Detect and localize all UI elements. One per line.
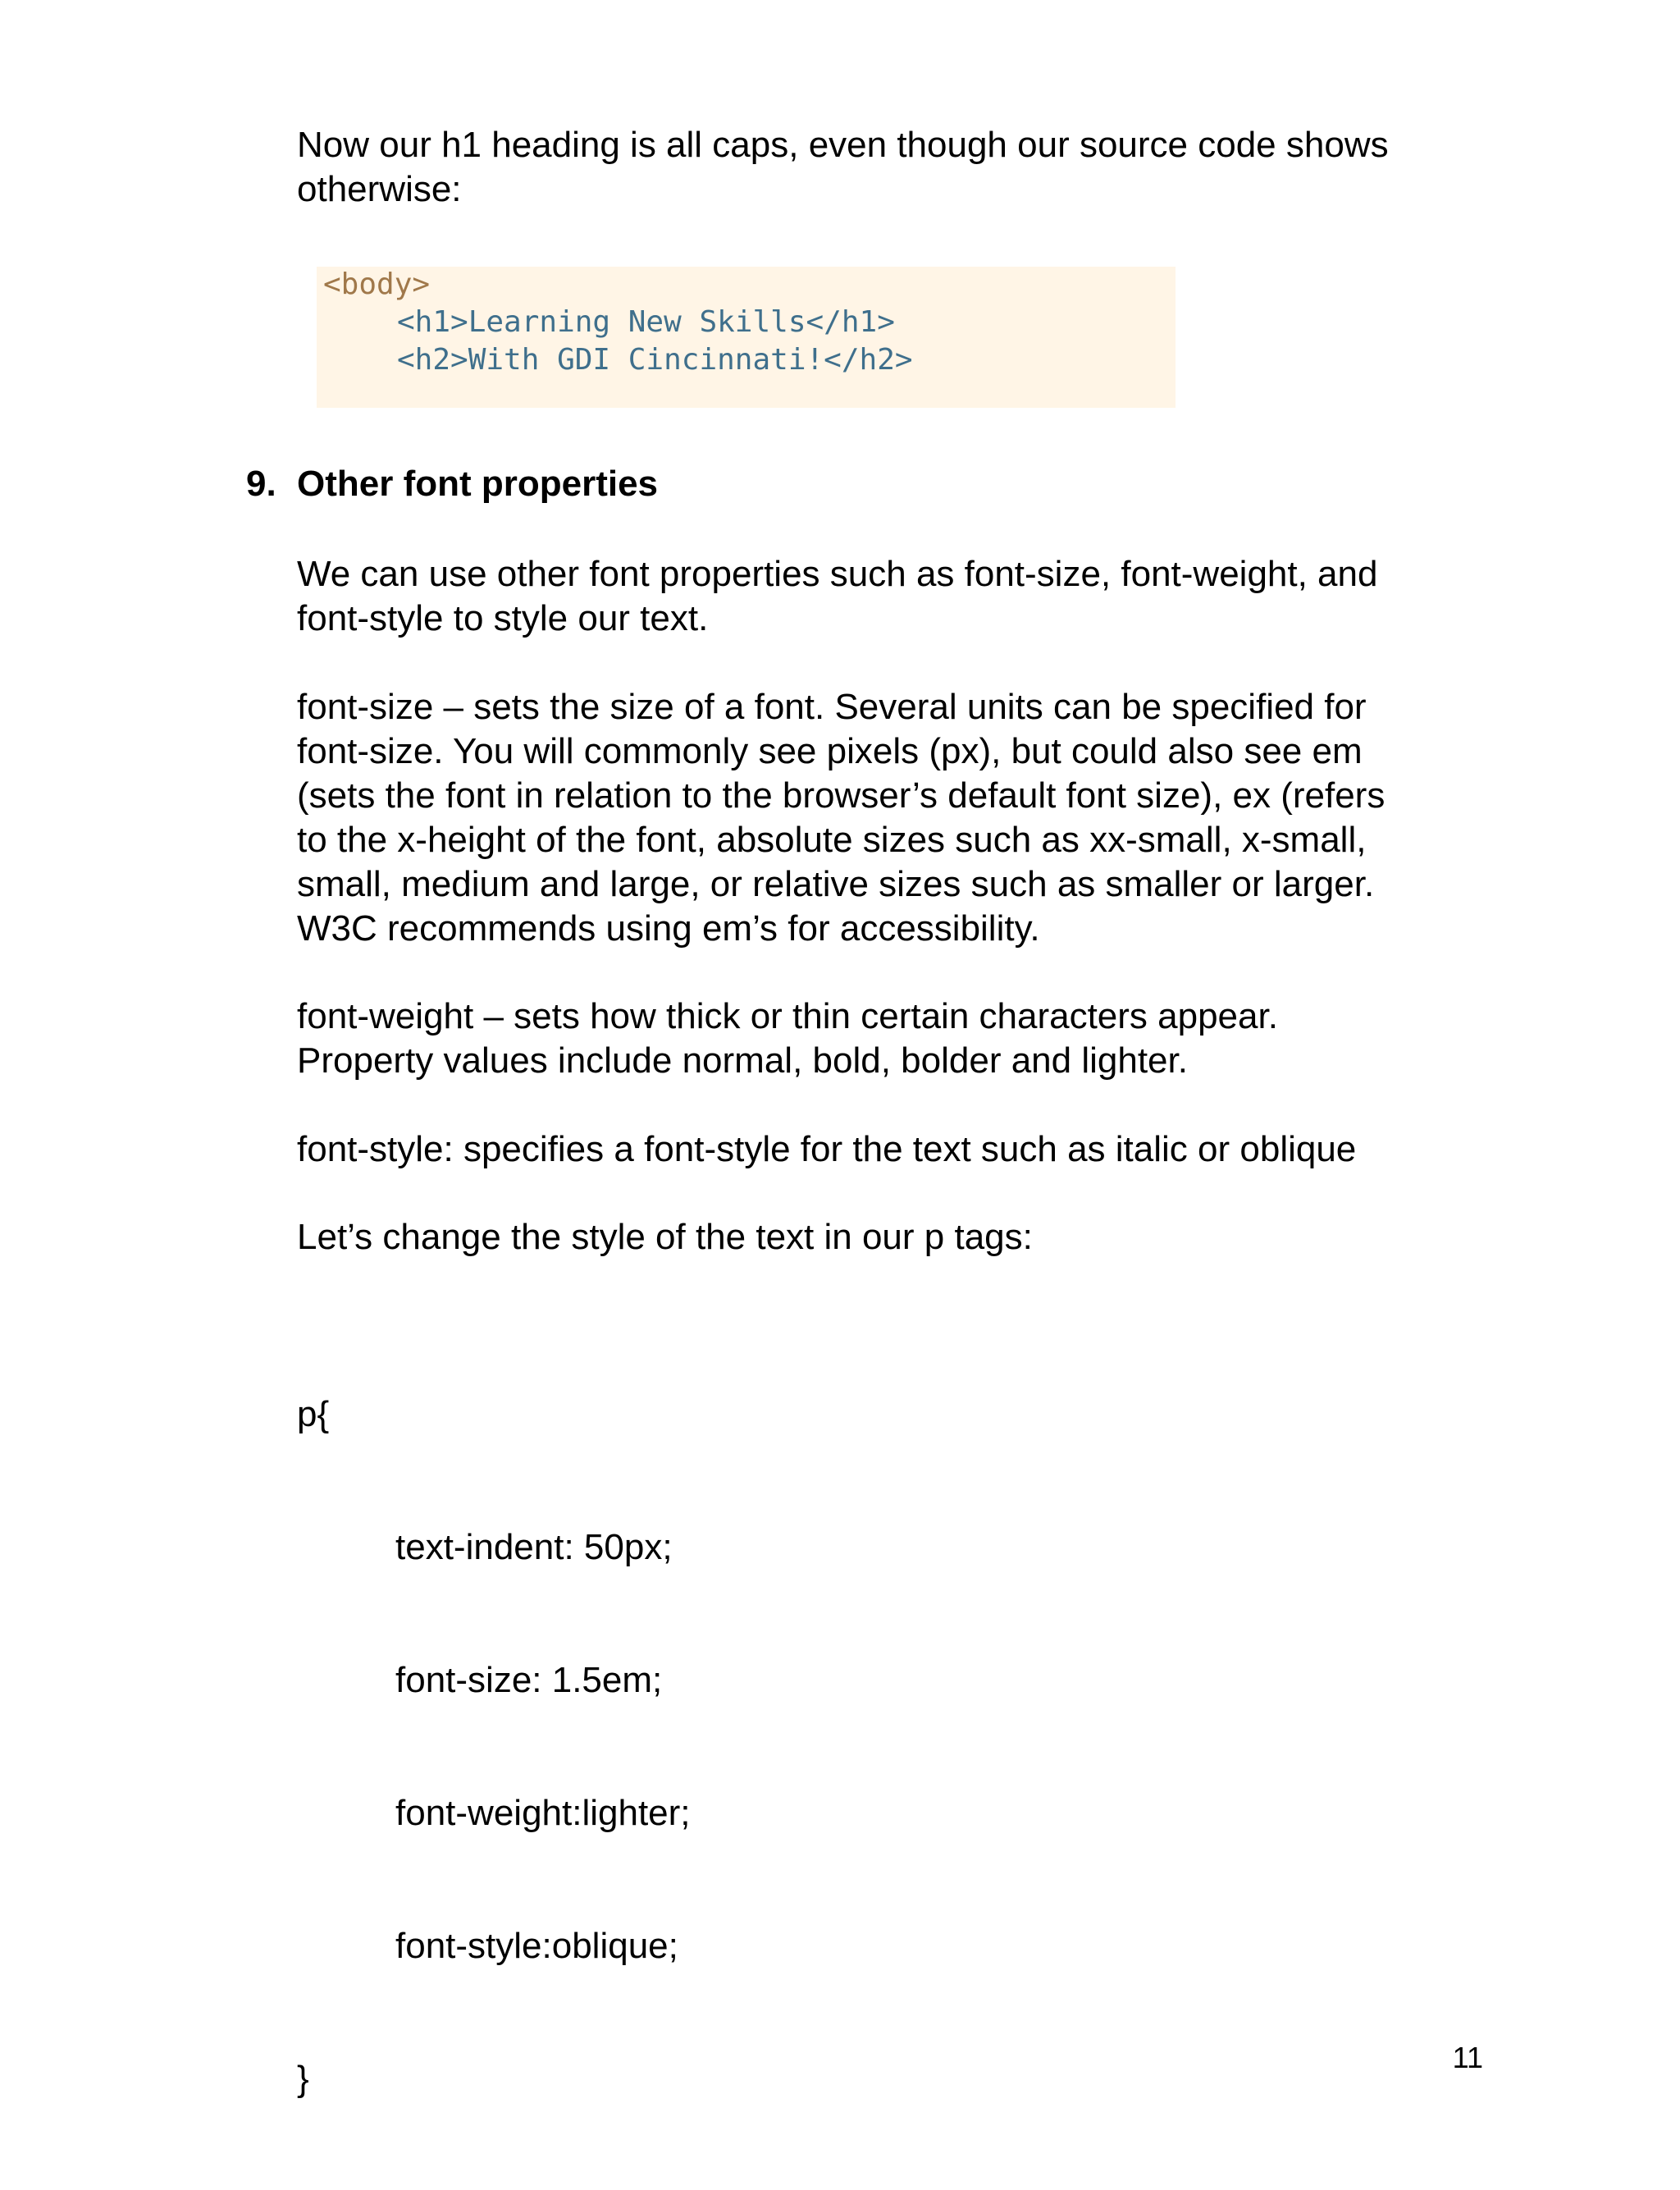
code-line-body: <body> [323,267,431,301]
intro-line-1: Now our h1 heading is all caps, even though our source code shows [297,125,1389,165]
page-number: 11 [1452,2041,1483,2074]
intro-text [297,123,1486,212]
paragraph-line: Let’s change the style of the text in our p tags: [297,1217,1033,1257]
css-rule: text-indent: 50px; [395,1527,673,1567]
paragraph-font-size [297,685,1486,951]
paragraph-line: Property values include normal, bold, bolder and lighter. [297,1040,1188,1081]
paragraph-font-style [297,1127,1486,1172]
paragraph-line: small, medium and large, or relative sizes such as smaller or larger. [297,864,1375,904]
css-example [297,1304,691,2190]
paragraph-line: font-size – sets the size of a font. Several units can be specified for [297,687,1367,727]
code-line-h1: <h1>Learning New Skills</h1> [397,305,895,339]
css-close: } [297,2059,309,2099]
paragraph-line: (sets the font in relation to the browser’s default font size), ex (refers [297,775,1386,816]
section-heading [246,459,658,509]
code-line-h2: <h2>With GDI Cincinnati!</h2> [397,343,913,377]
css-open: p{ [297,1394,330,1434]
paragraph-font-weight [297,994,1486,1083]
css-rule: font-size: 1.5em; [395,1660,663,1700]
paragraph-instruction [297,1215,1486,1260]
section-title: Other font properties [297,464,659,504]
paragraph-line: font-size. You will commonly see pixels (px), but could also see em [297,731,1363,771]
paragraph-line: font-style to style our text. [297,598,709,638]
css-rule: font-weight:lighter; [395,1793,691,1833]
paragraph-line: font-style: specifies a font-style for the text such as italic or oblique [297,1129,1357,1169]
paragraph-line: font-weight – sets how thick or thin certain characters appear. [297,996,1278,1036]
section-number: 9. [246,464,276,504]
css-rule: font-style:oblique; [395,1926,678,1966]
intro-line-2: otherwise: [297,169,462,209]
paragraph-intro [297,552,1486,641]
paragraph-line: We can use other font properties such as font-size, font-weight, and [297,554,1378,594]
paragraph-line: to the x-height of the font, absolute sizes such as xx-small, x-small, [297,820,1367,860]
code-screenshot [317,267,1176,408]
paragraph-line: W3C recommends using em’s for accessibility. [297,908,1040,949]
